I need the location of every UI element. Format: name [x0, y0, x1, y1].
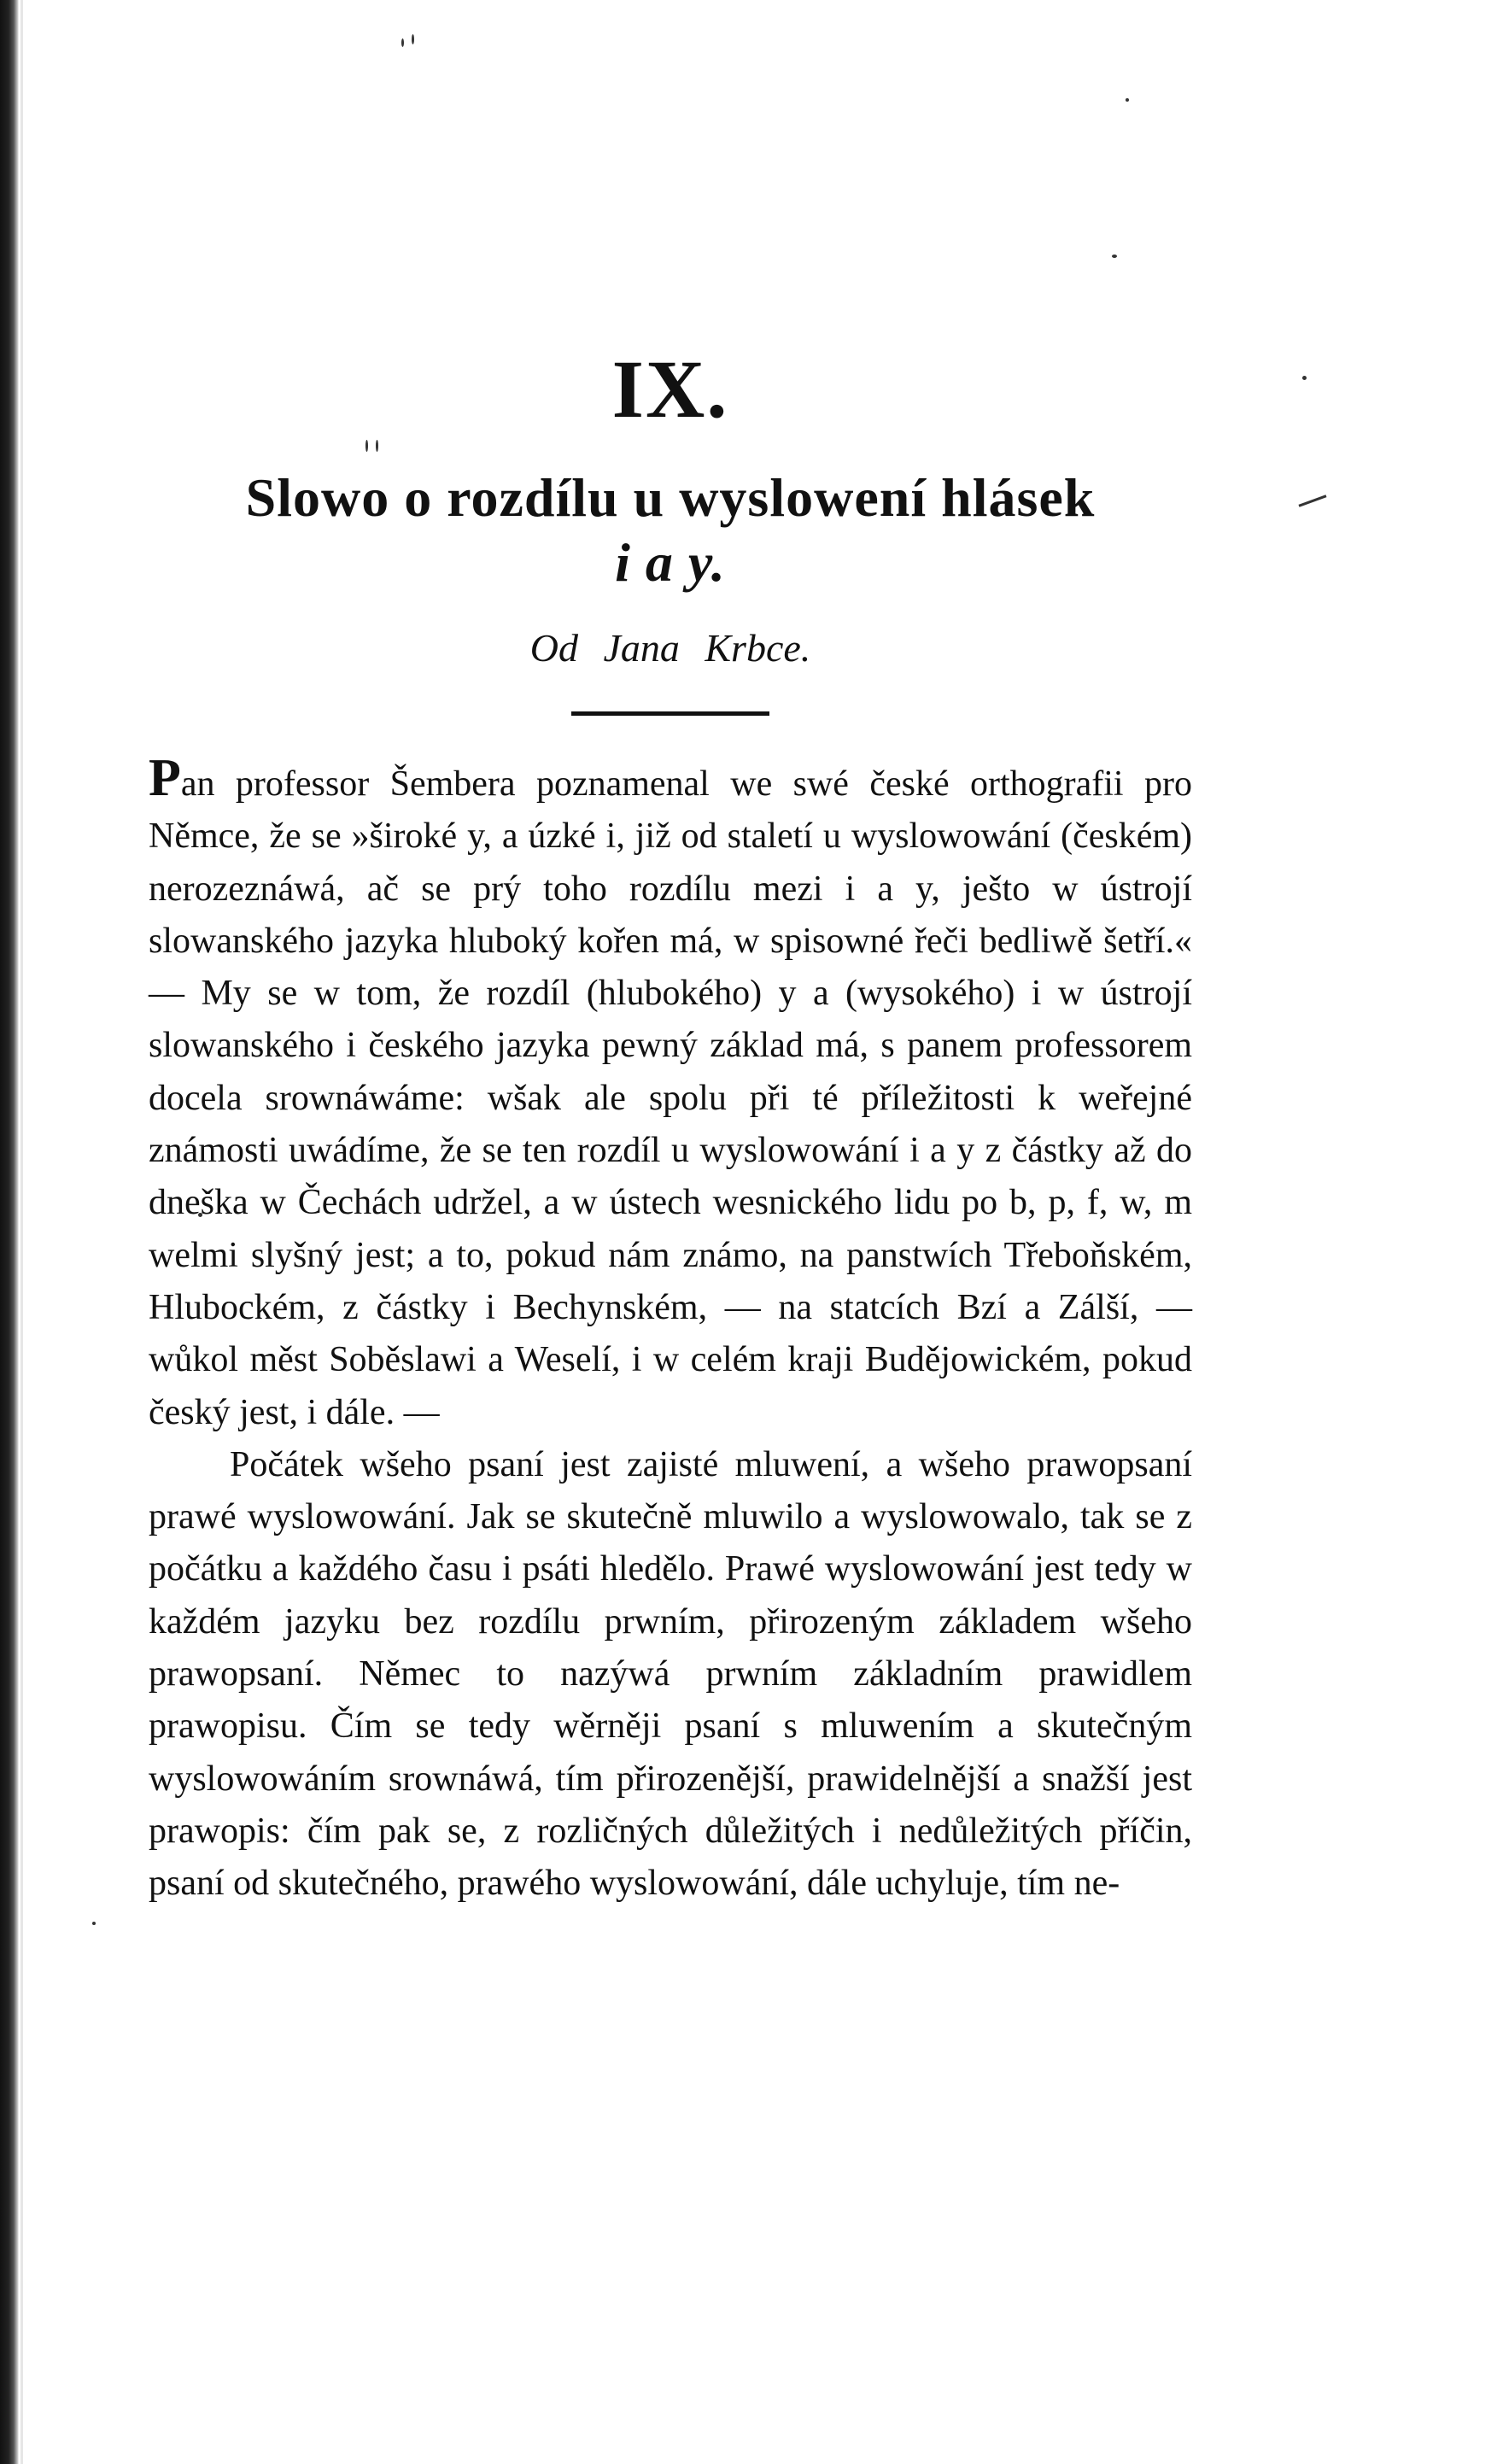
- paragraph-2: Počátek wšeho psaní jest zajisté mluwení, a wšeho prawopsaní prawé wyslowowání. Jak se skutečně mluwilo a wyslowowalo, tak se z počátku a každého času i psáti hledělo. Prawé wyslowowání jest tedy w každém jazyku bez rozdílu prwním, přirozeným základem wšeho prawopsaní. Němec to nazýwá prwním základním prawidlem prawopisu. Čím se tedy wěrněji psaní s mluwením a skutečným wyslowowáním srownáwá, tím přirozenější, prawidelnější a snažší jest prawopis: čím pak se, z rozličných důležitých i nedůležitých příčin, psaní od skutečného, prawého wyslowowání, dále uchyluje, tím ne-: [149, 1444, 1192, 1904]
- title-line-2: i a y.: [615, 532, 726, 593]
- chapter-number: IX.: [611, 343, 729, 435]
- article-body: [149, 749, 1192, 1911]
- paragraph-1: [149, 749, 1192, 1439]
- title-divider: [571, 711, 769, 716]
- title-line-1: Slowo o rozdílu u wyslowení hlásek: [245, 467, 1096, 528]
- paragraph-1-text: an professor Šembera poznamenal we swé české orthografii pro Němce, že se »široké y, a úzké i, již od staletí u wyslowowání (českém) nerozeznáwá, ač se prý toho rozdílu mezi i a y, ješto w ústrojí slowanského jazyka hluboký kořen má, w spisowné řeči bedliwě šetří.« — My se w tom, že rozdíl (hlubokého) y a (wysokého) i w ústrojí slowanského i českého jazyka pewný základ má, s panem professorem docela srownáwáme: wšak ale spolu při té příležitosti k weřejné známosti uwádíme, že se ten rozdíl u wyslowowání i a y z částky až do dneška w Čechách udržel, a w ústech wesnického lidu po b, p, f, w, m welmi slyšný jest; a to, pokud nám známo, na panstwích Třeboňském, Hlubockém, z částky i Bechynském, — na statcích Bzí a Zálší, — wůkol měst Soběslawi a Weselí, i w celém kraji Budějowickém, pokud český jest, i dále. —: [149, 764, 1192, 1432]
- scan-edge-shadow: [20, 0, 23, 2464]
- drop-initial: P: [149, 749, 181, 807]
- scan-binding-edge: [0, 0, 19, 2464]
- article-title: [149, 465, 1192, 595]
- author-byline: Od Jana Krbce.: [529, 626, 811, 670]
